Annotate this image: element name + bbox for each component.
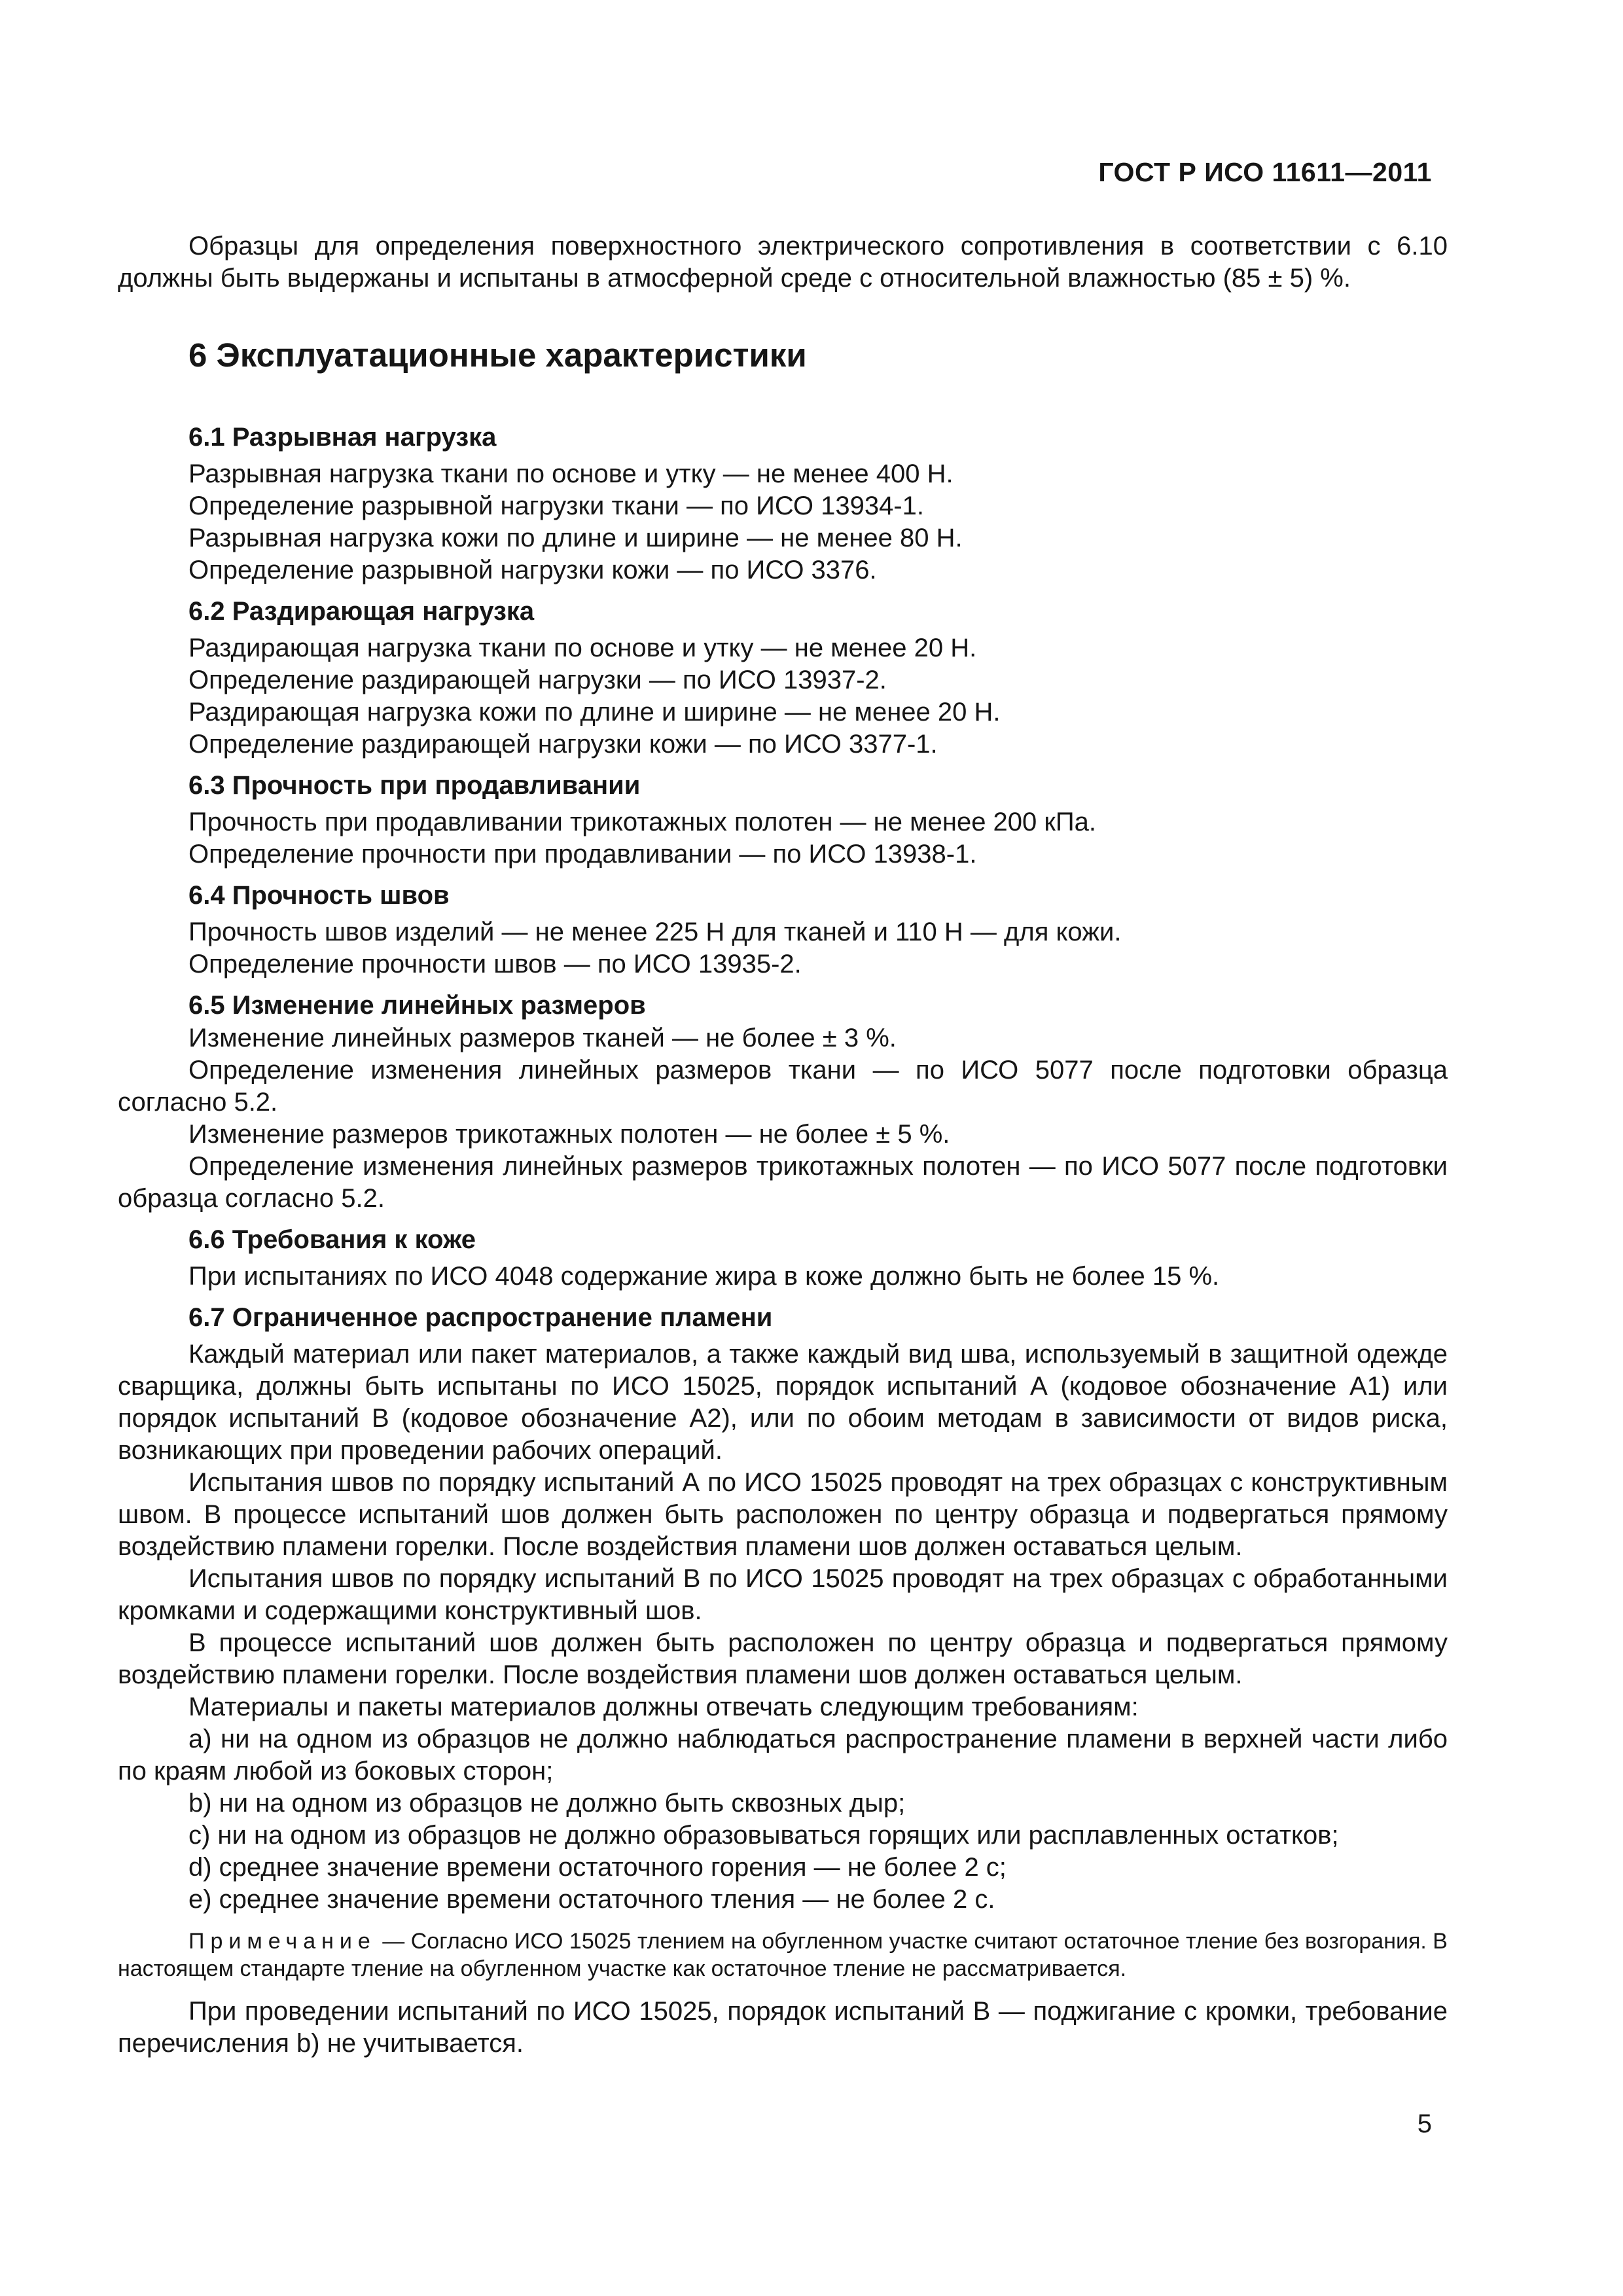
text-line: Определение раздирающей нагрузки кожи — по ИСО 3377-1. [188, 730, 938, 759]
subsection-title-6-7: 6.7 Ограниченное распространение пламени [188, 1303, 773, 1332]
text-line: Определение разрывной нагрузки ткани — по ИСО 13934-1. [188, 492, 924, 520]
text-line: Определение разрывной нагрузки кожи — по ИСО 3376. [188, 556, 877, 584]
list-item: d) среднее значение времени остаточного горения — не более 2 с; [188, 1853, 1007, 1882]
subsection-title-6-4: 6.4 Прочность швов [188, 881, 450, 910]
text-line: Разрывная нагрузка ткани по основе и утку — не менее 400 Н. [188, 459, 954, 488]
intro-paragraph: Образцы для определения поверхностного электрического сопротивления в соответствии с 6.10 должны быть выдержаны и испытаны в атмосферной среде с относительной влажностью (85 ± 5) %. [118, 232, 1448, 293]
text-paragraph: Определение изменения линейных размеров трикотажных полотен — по ИСО 5077 после подготовки образца согласно 5.2. [118, 1152, 1448, 1213]
list-item: a) ни на одном из образцов не должно наблюдаться распространение пламени в верхней части либо по краям любой из боковых сторон; [118, 1725, 1448, 1785]
text-paragraph: Каждый материал или пакет материалов, а также каждый вид шва, используемый в защитной одежде сварщика, должны быть испытаны по ИСО 15025, порядок испытаний А (кодовое обозначение А1) или порядок испытаний В (кодовое обозначение А2), или по обоим методам в зависимости от видов риска, возникающих при проведении рабочих операций. [118, 1340, 1448, 1465]
text-paragraph: В процессе испытаний шов должен быть расположен по центру образца и подвергаться прямому воздействию пламени горелки. После воздействия пламени шов должен оставаться целым. [118, 1628, 1448, 1689]
page-number: 5 [1417, 2109, 1432, 2138]
list-item: b) ни на одном из образцов не должно быть сквозных дыр; [188, 1789, 906, 1818]
text-paragraph: Испытания швов по порядку испытаний А по ИСО 15025 проводят на трех образцах с конструктивным швом. В процессе испытаний шов должен быть расположен по центру образца и подвергаться прямому воздействию пламени горелки. После воздействия пламени шов должен оставаться целым. [118, 1468, 1448, 1561]
text-paragraph: Материалы и пакеты материалов должны отвечать следующим требованиям: [188, 1693, 1139, 1721]
subsection-title-6-6: 6.6 Требования к коже [188, 1225, 476, 1254]
text-line: Раздирающая нагрузка кожи по длине и ширине — не менее 20 Н. [188, 698, 1001, 726]
list-item: e) среднее значение времени остаточного тления — не более 2 с. [188, 1885, 995, 1914]
text-paragraph: Изменение размеров трикотажных полотен — не более ± 5 %. [188, 1120, 950, 1149]
subsection-title-6-3: 6.3 Прочность при продавливании [188, 771, 641, 800]
text-line: Определение прочности швов — по ИСО 13935-2. [188, 950, 802, 978]
note-label: Примечание [188, 1929, 376, 1954]
text-paragraph: При испытаниях по ИСО 4048 содержание жира в коже должно быть не более 15 %. [188, 1262, 1220, 1291]
text-line: Определение прочности при продавливании — по ИСО 13938-1. [188, 840, 977, 869]
text-line: Прочность при продавливании трикотажных полотен — не менее 200 кПа. [188, 808, 1097, 836]
final-paragraph: При проведении испытаний по ИСО 15025, порядок испытаний В — поджигание с кромки, требование перечисления b) не учитывается. [118, 1997, 1448, 2058]
section-title: 6 Эксплуатационные характеристики [188, 336, 807, 374]
text-paragraph: Испытания швов по порядку испытаний В по ИСО 15025 проводят на трех образцах с обработанными кромками и содержащими конструктивный шов. [118, 1564, 1448, 1625]
subsection-title-6-1: 6.1 Разрывная нагрузка [188, 423, 497, 452]
text-line: Определение раздирающей нагрузки — по ИСО 13937-2. [188, 666, 887, 694]
text-line: Раздирающая нагрузка ткани по основе и утку — не менее 20 Н. [188, 634, 977, 662]
note-paragraph [118, 1928, 1448, 1982]
text-paragraph: Определение изменения линейных размеров ткани — по ИСО 5077 после подготовки образца согласно 5.2. [118, 1056, 1448, 1117]
text-line: Прочность швов изделий — не менее 225 Н для тканей и 110 Н — для кожи. [188, 918, 1122, 946]
note-text: — Согласно ИСО 15025 тлением на обугленном участке считают остаточное тление без возгорания. В настоящем стандарте тление на обугленном участке как остаточное тление не рассматривается. [118, 1929, 1448, 1981]
list-item: c) ни на одном из образцов не должно образовываться горящих или расплавленных остатков; [188, 1821, 1339, 1850]
document-body [118, 230, 1448, 2060]
subsection-title-6-5: 6.5 Изменение линейных размеров [188, 991, 646, 1020]
subsection-title-6-2: 6.2 Раздирающая нагрузка [188, 597, 535, 626]
text-line: Разрывная нагрузка кожи по длине и ширине — не менее 80 Н. [188, 524, 963, 552]
text-paragraph: Изменение линейных размеров тканей — не более ± 3 %. [188, 1024, 897, 1052]
document-header: ГОСТ Р ИСО 11611—2011 [1098, 157, 1432, 187]
